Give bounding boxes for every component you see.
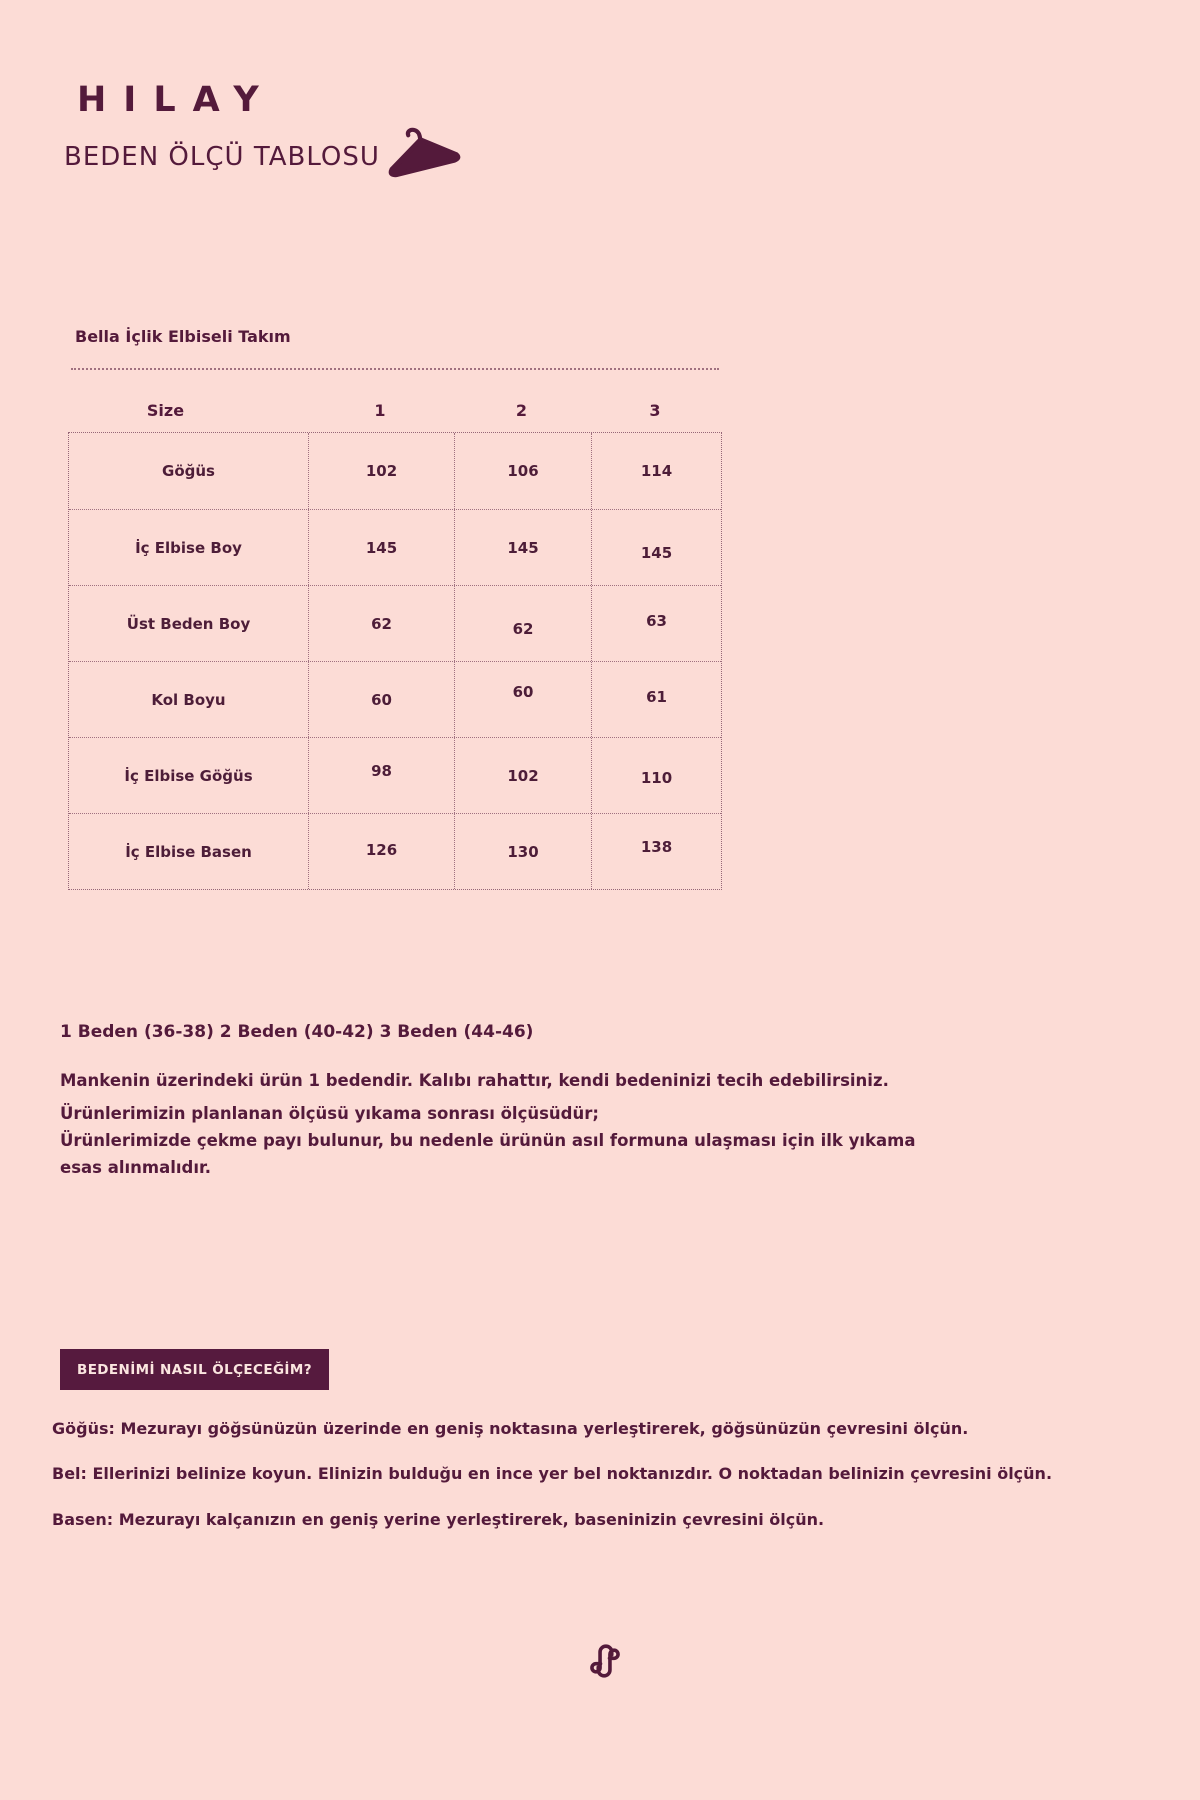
cell-value: 63 bbox=[591, 586, 721, 661]
cell-value: 145 bbox=[454, 510, 591, 585]
row-label: Kol Boyu bbox=[151, 690, 226, 709]
cell-value: 114 bbox=[591, 433, 721, 509]
table-row-ic-elbise-boy bbox=[69, 509, 721, 585]
model-size-note: Mankenin üzerindeki ürün 1 bedendir. Kalıbı rahattır, kendi bedeninizi tecih edebilirsiniz. bbox=[60, 1071, 889, 1090]
cell-value: 145 bbox=[591, 510, 721, 585]
how-to-measure-button[interactable]: BEDENİMİ NASIL ÖLÇECEĞİM? bbox=[60, 1349, 329, 1390]
measure-instruction-basen: Basen: Mezurayı kalçanızın en geniş yerine yerleştirerek, baseninizin çevresini ölçün. bbox=[52, 1510, 825, 1529]
table-row-gogus bbox=[69, 433, 721, 509]
size-header-3: 3 bbox=[649, 400, 661, 420]
cell-value: 106 bbox=[454, 433, 591, 509]
cell-value: 110 bbox=[591, 738, 721, 813]
size-table bbox=[68, 432, 722, 890]
cell-value: 130 bbox=[454, 814, 591, 889]
table-row-kol-boyu bbox=[69, 661, 721, 737]
wash-note-line: Ürünlerimizin planlanan ölçüsü yıkama sonrası ölçüsüdür; bbox=[60, 1104, 599, 1123]
row-label: İç Elbise Göğüs bbox=[124, 766, 253, 785]
wash-note bbox=[60, 1100, 916, 1181]
cell-value: 98 bbox=[308, 738, 454, 813]
row-label: Göğüs bbox=[162, 462, 215, 480]
title-divider bbox=[71, 368, 719, 370]
row-label: İç Elbise Basen bbox=[125, 842, 252, 861]
product-title: Bella İçlik Elbiseli Takım bbox=[75, 327, 291, 346]
cell-value: 60 bbox=[308, 662, 454, 737]
size-table-header bbox=[68, 390, 720, 430]
hilay-monogram-icon bbox=[587, 1641, 623, 1681]
cell-value: 62 bbox=[454, 586, 591, 661]
cell-value: 138 bbox=[591, 814, 721, 889]
size-column-header: Size bbox=[146, 400, 185, 420]
cell-value: 145 bbox=[308, 510, 454, 585]
page-title: BEDEN ÖLÇÜ TABLOSU bbox=[64, 142, 380, 172]
table-row-ic-elbise-gogus bbox=[69, 737, 721, 813]
measure-instruction-bel: Bel: Ellerinizi belinize koyun. Elinizin bulduğu en ince yer bel noktanızdır. O noktadan belinizin çevresini ölçün. bbox=[52, 1464, 1053, 1483]
size-header-2: 2 bbox=[515, 400, 528, 420]
brand-logo-text: HILAY bbox=[77, 80, 276, 120]
table-row-ic-elbise-basen bbox=[69, 813, 721, 889]
table-row-ust-beden-boy bbox=[69, 585, 721, 661]
cell-value: 62 bbox=[308, 586, 454, 661]
wash-note-line: Ürünlerimizde çekme payı bulunur, bu nedenle ürünün asıl formuna ulaşması için ilk yıkama bbox=[60, 1131, 916, 1150]
measure-instruction-gogus: Göğüs: Mezurayı göğsünüzün üzerinde en geniş noktasına yerleştirerek, göğsünüzün çevresini ölçün. bbox=[52, 1419, 969, 1438]
row-label: Üst Beden Boy bbox=[126, 614, 251, 633]
cell-value: 102 bbox=[454, 738, 591, 813]
size-header-1: 1 bbox=[374, 400, 386, 420]
size-legend: 1 Beden (36-38) 2 Beden (40-42) 3 Beden (44-46) bbox=[60, 1022, 534, 1042]
hanger-icon bbox=[381, 114, 461, 190]
wash-note-line: esas alınmalıdır. bbox=[60, 1158, 212, 1177]
cell-value: 60 bbox=[454, 662, 591, 737]
row-label: İç Elbise Boy bbox=[135, 538, 242, 557]
cell-value: 61 bbox=[591, 662, 721, 737]
cell-value: 102 bbox=[308, 433, 454, 509]
cell-value: 126 bbox=[308, 814, 454, 889]
